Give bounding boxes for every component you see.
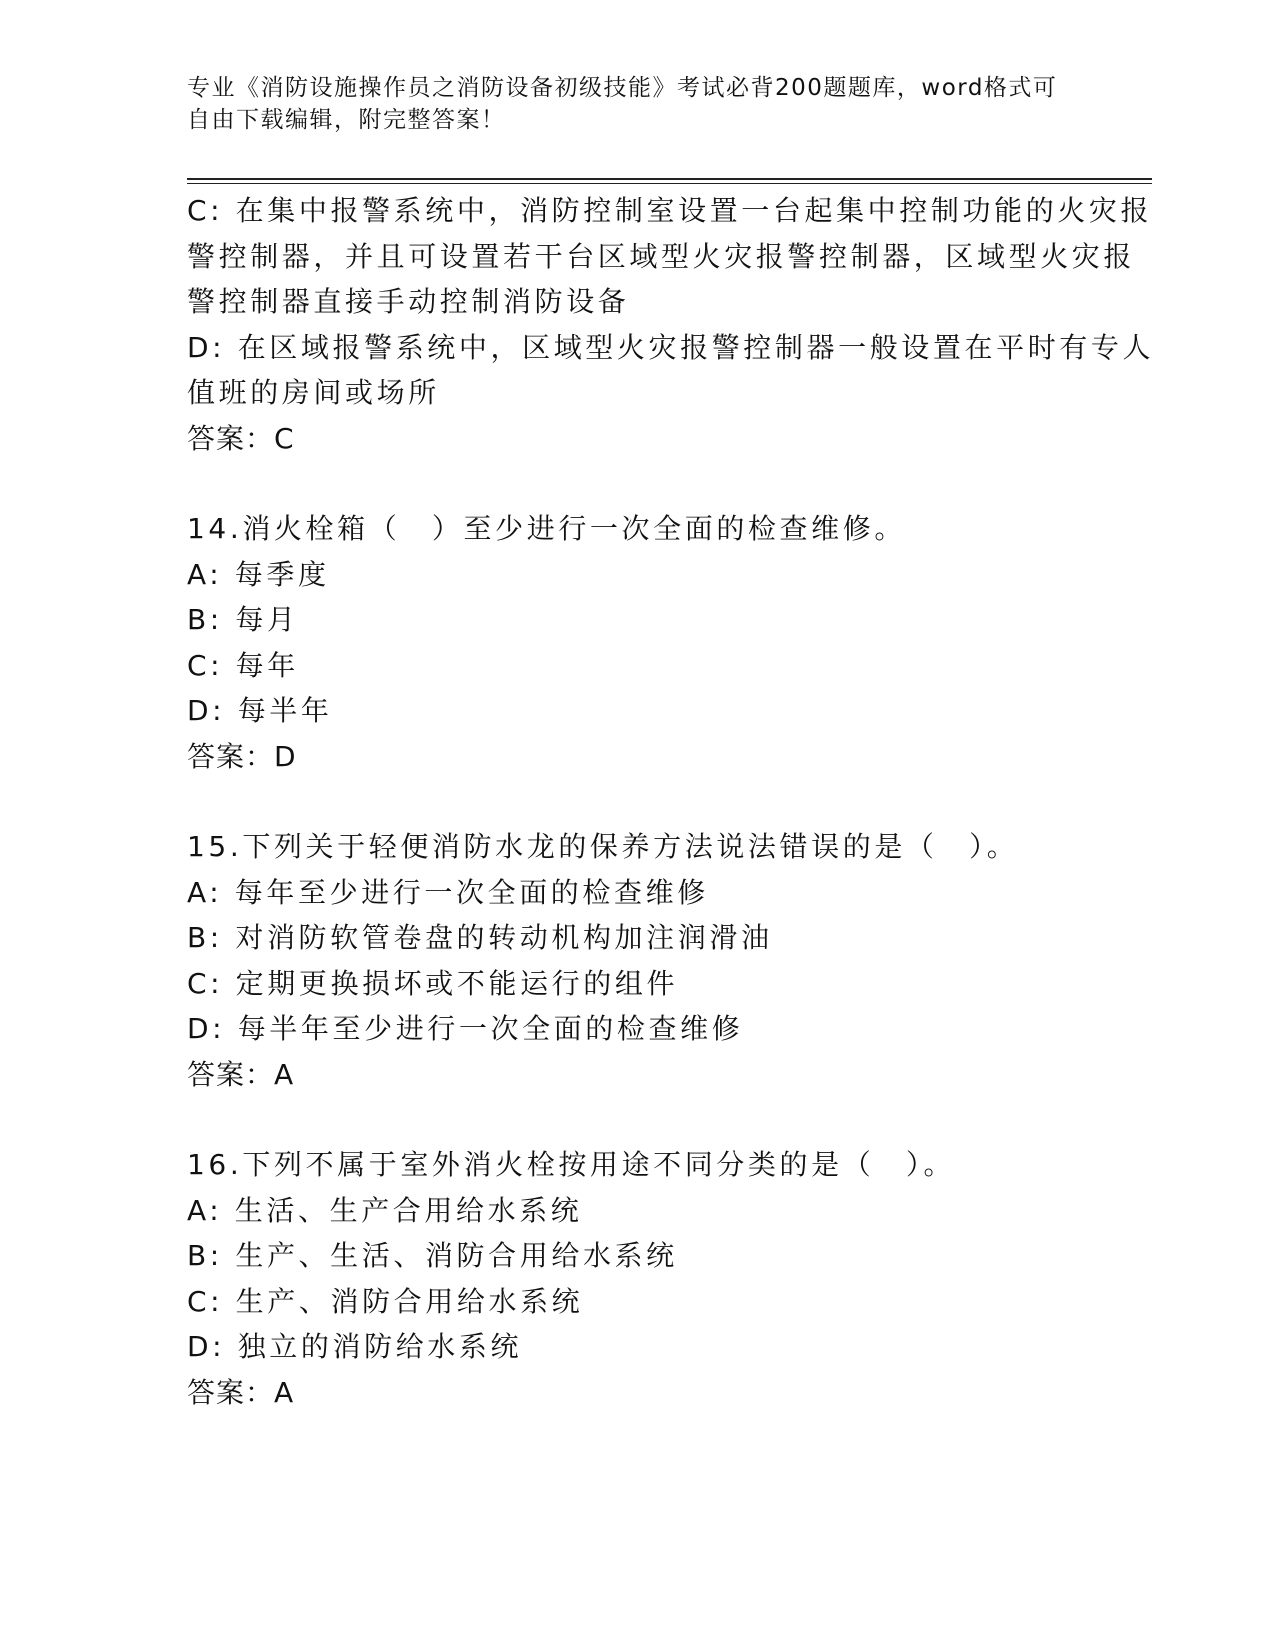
- header-divider-thin: [187, 183, 1152, 184]
- option-a: A: 生活、生产合用给水系统: [187, 1193, 583, 1227]
- option-c: C: 生产、消防合用给水系统: [187, 1284, 584, 1318]
- option-d-line-2: 值班的房间或场所: [187, 376, 440, 409]
- option-d-line-1: D: 在区域报警系统中，区域型火灾报警控制器一般设置在平时有专人: [187, 330, 1155, 364]
- spacer: [187, 1097, 1087, 1142]
- option-b: B: 每月: [187, 603, 299, 636]
- option-b: B: 生产、生活、消防合用给水系统: [187, 1239, 678, 1272]
- option-c-line-2: 警控制器，并且可设置若干台区域型火灾报警控制器，区域型火灾报: [187, 239, 1136, 273]
- question-16: [187, 1142, 1087, 1415]
- option-a: A: 每季度: [187, 557, 330, 591]
- question-stem: 15.下列关于轻便消防水龙的保养方法说法错误的是（ ）。: [187, 830, 1019, 863]
- question-content: [187, 188, 1155, 1415]
- option-a: A: 每年至少进行一次全面的检查维修: [187, 875, 709, 909]
- question-14: [187, 506, 1087, 779]
- question-stem: 14.消火栓箱（ ）至少进行一次全面的检查维修。: [187, 512, 906, 545]
- question-15: [187, 824, 1087, 1097]
- header-divider-thick: [187, 178, 1152, 180]
- answer-line: 答案：A: [187, 1375, 295, 1409]
- header-line-2: 自由下载编辑，附完整答案！: [187, 107, 506, 133]
- question-stem: 16.下列不属于室外消火栓按用途不同分类的是（ ）。: [187, 1148, 956, 1181]
- option-c: C: 定期更换损坏或不能运行的组件: [187, 966, 679, 1000]
- header-line-1: 专业《消防设施操作员之消防设备初级技能》考试必背200题题库，word格式可: [187, 75, 1058, 101]
- document-header: [187, 72, 1067, 136]
- option-d: D: 独立的消防给水系统: [187, 1330, 523, 1363]
- option-b: B: 对消防软管卷盘的转动机构加注润滑油: [187, 921, 773, 954]
- option-d: D: 每半年至少进行一次全面的检查维修: [187, 1012, 744, 1045]
- spacer: [187, 779, 1087, 824]
- answer-line: 答案：A: [187, 1057, 295, 1091]
- answer-line: 答案：C: [187, 421, 295, 455]
- prev-question: [187, 188, 1155, 461]
- spacer: [187, 461, 1087, 506]
- answer-line: 答案：D: [187, 739, 297, 773]
- option-c-line-1: C: 在集中报警系统中，消防控制室设置一台起集中控制功能的火灾报: [187, 194, 1153, 227]
- option-d: D: 每半年: [187, 694, 333, 727]
- option-c-line-3: 警控制器直接手动控制消防设备: [187, 285, 630, 318]
- option-c: C: 每年: [187, 648, 299, 682]
